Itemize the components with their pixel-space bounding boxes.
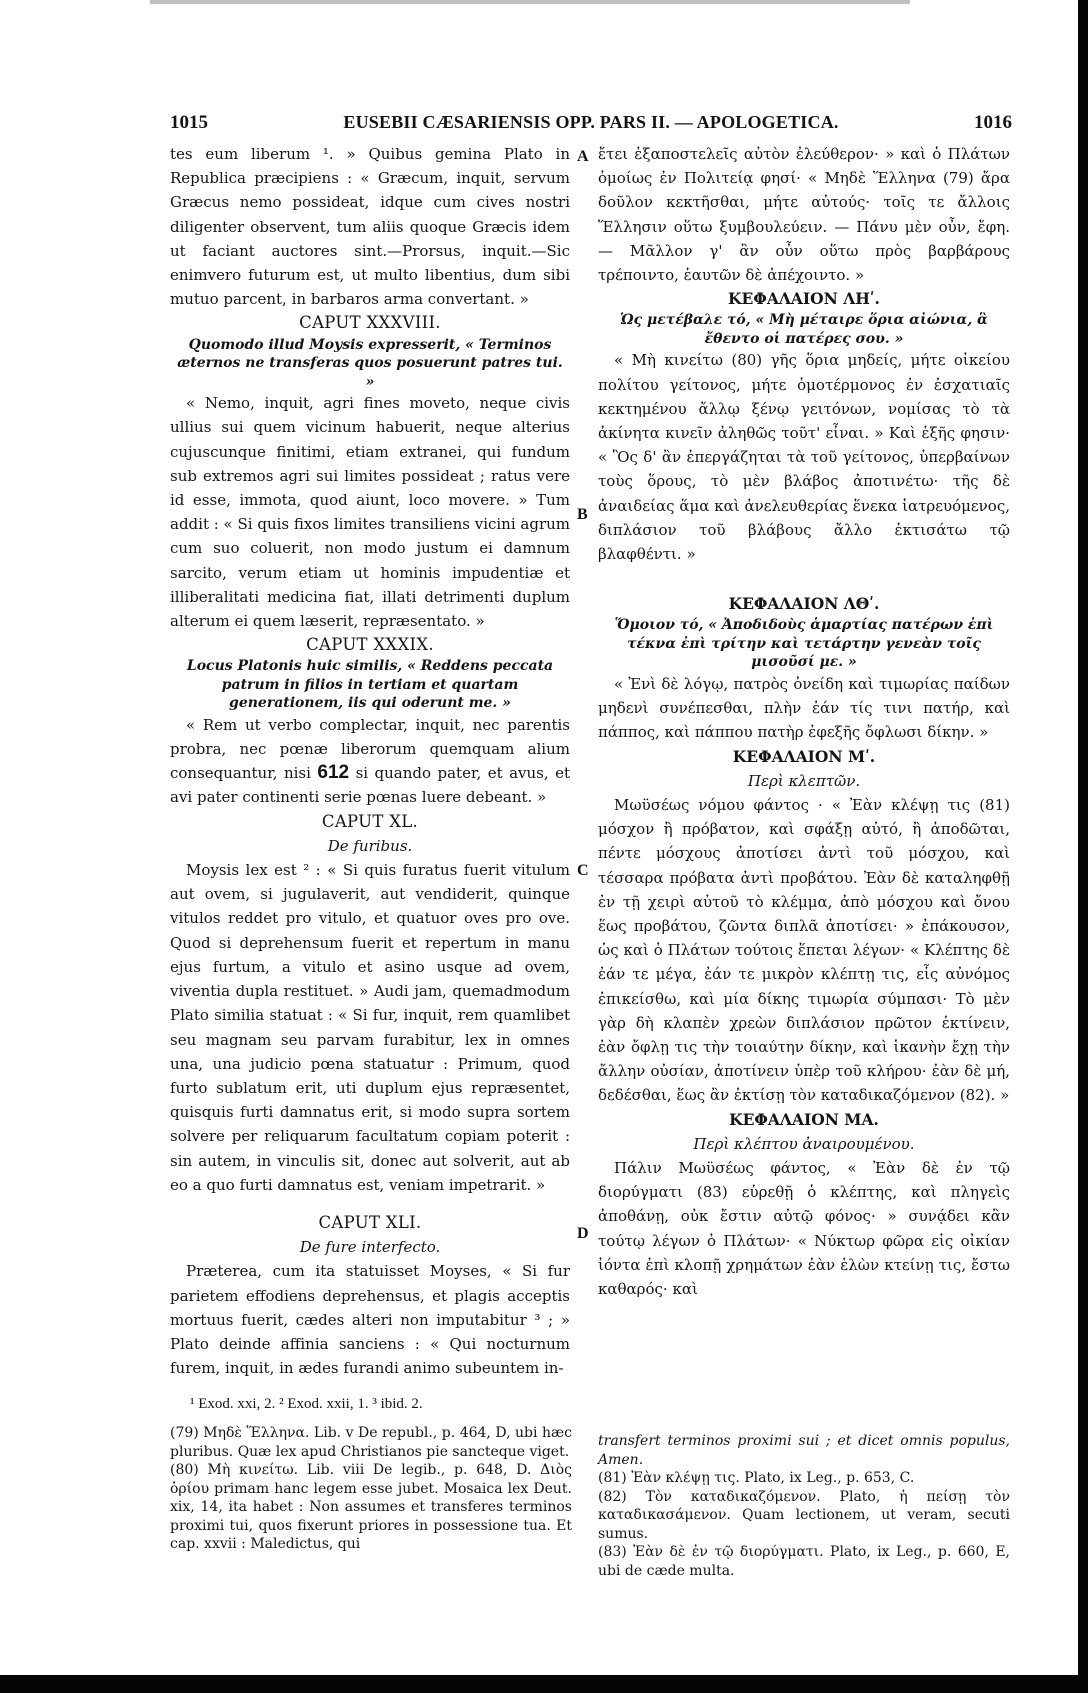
scan-edge-right [1078,0,1088,1693]
greek-chapter-41-title: ΚΕΦΑΛΑΙΟΝ ΜΑ. [729,1109,879,1129]
latin-chapter-40-title: CAPUT XL. [321,811,419,831]
greek-chapter-40-text: Μωϋσέως νόμου φάντος · « Ἐὰν κλέψῃ τις (81) μόσχον ἢ πρόβατον, καὶ σφάξῃ αὐτό, ἢ ἀποδῶται, πέντε μόσχους ἀποτίσει ἀντὶ τοῦ μόσχου, καὶ τέσσαρα πρόβατα ἀντὶ προβάτου. Ἐὰν δὲ καταληφθῇ ἐν τῇ χειρὶ αὐτοῦ τὸ κλέμμα, ἀπὸ μόσχου καὶ ὄνου ἕως προβάτου, ζῶντα διπλᾶ ἀποτίσει· » ἐπάκουσον, ὡς καὶ ὁ Πλάτων τούτοις ἕπεται λέγων· « Κλέπτης δὲ ἐάν τε μέγα, ἐάν τε μικρὸν κλέπτῃ τις, εἷς αὐνόμος ἐπικείσθω, καὶ μία δίκης τιμωρία σύμπασι· Τὸ μὲν γὰρ δὴ κλαπὲν χρεὼν διπλάσιον πρῶτον ἐκτίνειν, ἐὰν ὄφλῃ τις τὴν τοιαύτην δίκην, καὶ ἱκανὴν ἔχῃ τὴν ἄλλην οὐσίαν, ἀποτίνειν ὑπὲρ τοῦ κλήρου· ἐὰν δὲ μή, δεδέσθαι, ἕως ἂν ἐκτίσῃ τὸν καταδικαζόμενον (82). » [598,795,1010,1105]
footnote-80-continuation: transfert terminos proximi sui ; et dicet omnis populus, Amen. [598,1433,1010,1468]
latin-chapter-38-subtitle: Quomodo illud Moysis expresserit, « Terminos æternos ne transferas quos posuerunt patres tui. » [177,336,563,390]
latin-chapter-41-title: CAPUT XLI. [318,1212,422,1232]
latin-chapter-39-subtitle: Locus Platonis huic similis, « Reddens peccata patrum in filios in tertiam et quartam generationem, iis qui oderunt me. » [186,658,554,712]
greek-chapter-39-subtitle: Ὅμοιον τό, « Ἀποδιδοὺς ἁμαρτίας πατέρων ἐπὶ τέκνα ἐπὶ τρίτην καὶ τετάρτην γενεὰν τοῖς μισοῦσί με. » [614,617,994,671]
greek-chapter-38-text: « Μὴ κινείτω (80) γῆς ὅρια μηδείς, μήτε οἰκείου πολίτου γείτονος, μήτε ὁμοτέρμονος ἐν ἐσχατιαῖς κεκτημένου ἄλλῳ ξένῳ γειτόνων, νομίσας τὸ τὰ ἀκίνητα κινεῖν ἀληθῶς τοῦτ' εἶναι. » Καὶ ἑξῆς φησιν· « Ὃς δ' ἂν ἐπεργάζηται τὰ τοῦ γείτονος, ὑπερβαίνων τοὺς ὅρους, τὸ μὲν βλάβος ἀποτινέτω· τῆς δὲ ἀναιδείας ἅμα καὶ ἀνελευθερίας ἕνεκα ἰατρευόμενος, διπλάσιον τοῦ βλάβους ἄλλο ἐκτισάτω τῷ βλαφθέντι. » [598,351,1010,564]
greek-chapter-41-subtitle: Περὶ κλέπτου ἀναιρουμένου. [693,1134,915,1153]
scan-edge-bottom [0,1675,1088,1693]
latin-chapter-39-title: CAPUT XXXIX. [306,635,434,655]
greek-chapter-40-title: ΚΕΦΑΛΑΙΟΝ Μʹ. [732,746,876,766]
greek-chapter-39-text: « Ἑνὶ δὲ λόγῳ, πατρὸς ὀνείδη καὶ τιμωρίας παίδων μηδενὶ συνέπεσθαι, πλὴν ἐάν τίς τινι πατήρ, καὶ πάππος, καὶ πάππου πατὴρ ἐφεξῆς ὄφλωσι δίκην. » [598,674,1010,742]
running-title: EUSEBII CÆSARIENSIS OPP. PARS II. — APOLOGETICA. [343,112,839,132]
footnote-80: (80) Μὴ κινείτω. Lib. viii De legib., p. 648, D. Διὸς ὁρίου primam hanc legem esse jubet. Mosaica lex Deut. xix, 14, ita habet : Non assumes et transferes terminos proximi tui, quos fixerunt priores in possessione tua. Et cap. xxvii : Maledictus, qui [170,1462,572,1552]
latin-chapter-39-text [170,713,570,810]
margin-marker-a: A [577,148,589,165]
margin-marker-b: B [577,506,588,523]
margin-marker-c: C [577,862,589,879]
latin-chapter-38-text: « Nemo, inquit, agri fines moveto, neque civis ullius sui quem vicinum habuerit, neque alterius cujuscunque finitimi, etiam extranei, qui fundum sub extremos agri sui limites possideat ; ratus vere id esse, immota, quod aiunt, loco movere. » Tum addit : « Si quis fixos limites transiliens vicini agrum cum suo coluerit, non modo justum ei damnum sarcito, verum etiam ut hominis impudentiæ et illiberalitati medicina fiat, illati detrimenti duplum alterum ei quem læserit, repræsentato. » [170,394,571,630]
footnote-82: (82) Τὸν καταδικαζόμενον. Plato, ἡ πείσῃ τὸν καταδικασάμενον. Quam lectionem, ut veram, secuti sumus. [598,1488,1010,1542]
greek-intro-paragraph: ἔτει ἐξαποστελεῖς αὐτὸν ἐλεύθερον· » καὶ ὁ Πλάτων ὁμοίως ἐν Πολιτείᾳ φησί· « Μηδὲ Ἕλληνα (79) ἄρα δοῦλον κεκτῆσθαι, μήτε αὐτούς· τοῖς τε ἄλλοις Ἕλλησιν οὕτω ξυμβουλεύειν. — Πάνυ μὲν οὖν, ἔφη. — Μᾶλλον γ' ἂν οὖν οὕτω πρὸς βαρβάρους τρέποιντο, ἑαυτῶν δὲ ἀπέχοιντο. » [598,145,1010,285]
greek-column [598,142,1010,1327]
running-header [170,112,1012,138]
column-number-612: 612 [317,762,350,784]
latin-chapter-41-text: Præterea, cum ita statuisset Moyses, « Si fur parietem effodiens deprehensus, et plagis acceptis mortuus fuerit, cædes alteri non imputabitur ³ ; » Plato deinde affinia sanciens : « Qui nocturnum furem, inquit, in ædes furandi animo subeuntem in- [170,1262,570,1378]
latin-chapter-39-text-b: si quando pater, et avus, et avi pater continenti serie pœnas luere debeant. » [170,764,570,807]
latin-chapter-39-text-a: « Rem ut verbo complectar, inquit, nec parentis probra, nec pœnæ liberorum quemquam alium consequantur, nisi [170,715,570,783]
scripture-references: ¹ Exod. xxi, 2. ² Exod. xxii, 1. ³ ibid. 2. [190,1396,423,1412]
margin-marker-d: D [577,1225,589,1242]
greek-chapter-40-subtitle: Περὶ κλεπτῶν. [747,771,861,790]
footnote-83: (83) Ἐὰν δὲ ἐν τῷ διορύγματι. Plato, ix Leg., p. 660, E, ubi de cæde multa. [598,1544,1010,1579]
latin-column [170,142,571,1378]
footnote-81: (81) Ἐὰν κλέψῃ τις. Plato, ix Leg., p. 653, C. [598,1470,915,1486]
greek-chapter-38-title: ΚΕΦΑΛΑΙΟΝ ΛΗʹ. [728,289,880,309]
latin-chapter-40-subtitle: De furibus. [327,836,413,855]
greek-chapter-41-text: Πάλιν Μωϋσέως φάντος, « Ἐὰν δὲ ἐν τῷ διορύγματι (83) εὑρεθῇ ὁ κλέπτης, καὶ πληγεὶς ἀποθάνῃ, οὐκ ἔστιν αὐτῷ φόνος· » συνᾴδει κἂν τούτῳ λέγων ὁ Πλάτων· « Νύκτωρ φῶρα εἰς οἰκίαν ἰόντα ἐπὶ κλοπῇ χρημάτων ἐὰν ἑλὼν κτείνῃ τις, ἔστω καθαρός· καὶ [598,1159,1010,1299]
latin-chapter-40-text: Moysis lex est ² : « Si quis furatus fuerit vitulum aut ovem, si jugulaverit, aut vendiderit, quinque vitulos reddet pro vitulo, et quatuor oves pro ove. Quod si deprehensum fuerit et repertum in manu ejus furtum, a vitulo et asino usque ad ovem, viventia dupla restituet. » Audi jam, quemadmodum Plato similia statuat : « Si fur, inquit, rem quamlibet seu magnam seu parvam furabitur, lex in omnes una, una judicio pœna statuatur : Primum, quod furto sublatum erit, uti duplum ejus repræsentet, quisquis furti damnatus erit, si modo supra sortem solvere per reliquarum facultatum copiam poterit : sin autem, in vinculis sit, donec aut solverit, aut ab eo a quo furti damnatus est, veniam impetrarit. » [170,861,570,1194]
latin-chapter-38-title: CAPUT XXXVIII. [299,313,441,333]
greek-chapter-38-subtitle: Ὡς μετέβαλε τό, « Μὴ μέταιρε ὅρια αἰώνια, ἃ ἔθεντο οἱ πατέρες σου. » [620,312,988,347]
footnotes-right [598,1432,1010,1580]
footnote-79: (79) Μηδὲ Ἕλληνα. Lib. v De republ., p. 464, D, ubi hæc pluribus. Quæ lex apud Christianos pie sancteque viget. [170,1425,572,1460]
latin-chapter-41-subtitle: De fure interfecto. [299,1238,441,1257]
scan-edge-top [150,0,910,4]
page-number-right: 1016 [974,112,1012,133]
latin-intro-paragraph: tes eum liberum ¹. » Quibus gemina Plato in Republica præcipiens : « Græcum, inquit, servum Græcus nemo possideat, idque cum cives nostri diligenter observent, tum aliis quoque Græcis idem ut faciant auctores sint.—Prorsus, inquit.—Sic enimvero futurum est, ut multo libentius, dum sibi mutuo parcent, in barbaros arma convertant. » [170,145,570,309]
page-number-left: 1015 [170,112,208,133]
greek-chapter-39-title: ΚΕΦΑΛΑΙΟΝ ΛΘʹ. [728,594,880,614]
footnotes-left [170,1424,572,1554]
